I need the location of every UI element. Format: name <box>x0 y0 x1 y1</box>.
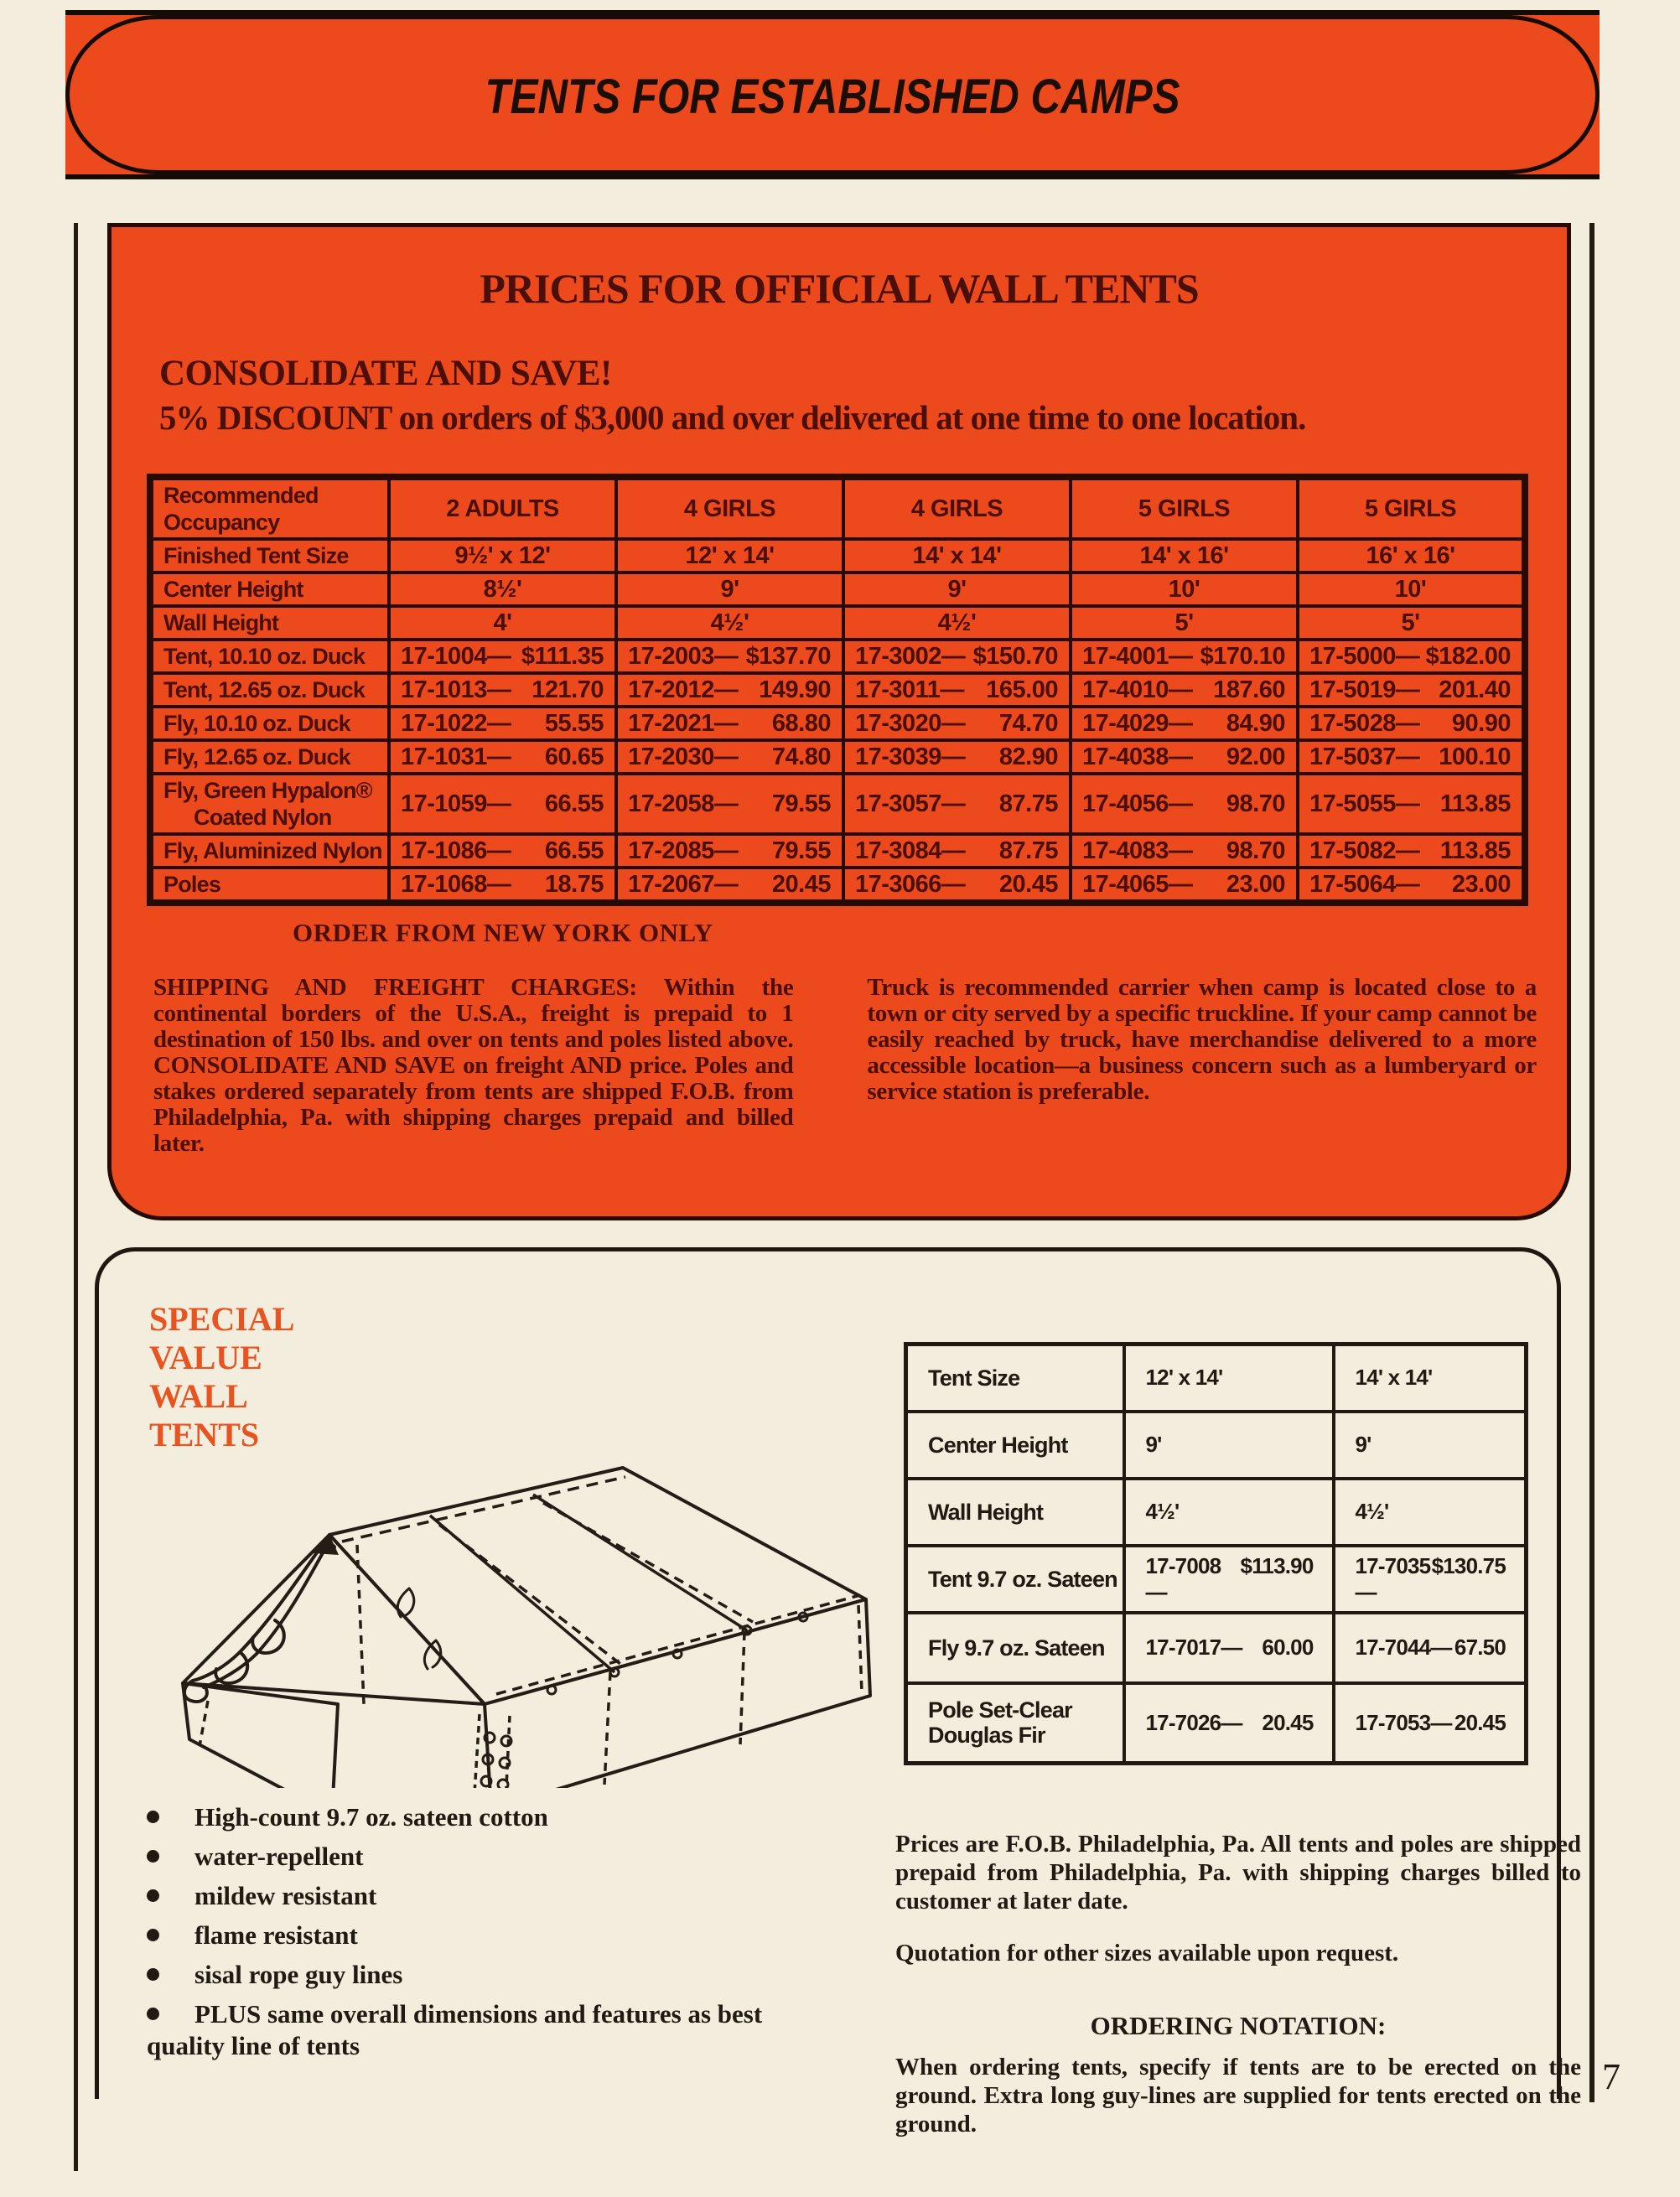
catalog-number: 17-3020— <box>855 710 966 737</box>
price-value: $150.70 <box>972 643 1058 670</box>
product-row-label: Tent, 12.65 oz. Duck <box>150 673 389 707</box>
price-value: 92.00 <box>1226 744 1285 770</box>
spec-value-cell: 14' x 14' <box>1334 1345 1527 1412</box>
price-value: 60.00 <box>1262 1635 1314 1660</box>
ordering-notation-heading: ORDERING NOTATION: <box>1090 2011 1387 2040</box>
price-cell <box>616 740 843 774</box>
feature-text: High-count 9.7 oz. sateen cotton <box>194 1802 548 1832</box>
price-cell <box>1298 834 1525 868</box>
price-cell <box>1071 740 1298 774</box>
catalog-number: 17-5082— <box>1309 837 1420 864</box>
table-row <box>906 1683 1527 1764</box>
panel-title: PRICES FOR OFFICIAL WALL TENTS <box>480 265 1199 312</box>
feature-text: PLUS same overall dimensions and features as best quality line of tents <box>147 1999 763 2060</box>
price-value: 68.80 <box>771 710 831 737</box>
shipping-freight-paragraph: SHIPPING AND FREIGHT CHARGES: Within the continental borders of the U.S.A., freight is prepaid to 1 destination of 150 lbs. and over on tents and poles listed above. CONSOLIDATE AND SAVE on freight AND price. Poles and stakes ordered separately from tents are shipped F.O.B. from Philadelphia, Pa. with shipping charges prepaid and billed later. <box>153 974 794 1157</box>
price-cell <box>1071 834 1298 868</box>
catalog-number: 17-5028— <box>1309 710 1420 737</box>
price-value: $182.00 <box>1425 643 1511 670</box>
price-cell <box>389 707 616 740</box>
price-value: 121.70 <box>531 676 604 703</box>
catalog-number: 17-1086— <box>401 837 511 864</box>
catalog-number: 17-4029— <box>1082 710 1193 737</box>
occupancy-header-cell: 2 ADULTS <box>389 477 616 539</box>
catalog-number: 17-5037— <box>1309 744 1420 770</box>
price-cell <box>389 868 616 903</box>
price-cell <box>1124 1613 1334 1683</box>
spec-table-body <box>906 1345 1527 1764</box>
price-value: 113.85 <box>1439 837 1511 864</box>
price-cell <box>1298 868 1525 903</box>
price-value: 149.90 <box>759 676 831 703</box>
price-cell <box>1124 1683 1334 1764</box>
spec-row-label: Wall Height <box>150 606 389 640</box>
spec-row-label: Pole Set-Clear Douglas Fir <box>906 1683 1124 1764</box>
bullet-icon <box>147 1968 159 1981</box>
spec-value-cell: 8½' <box>389 573 616 606</box>
price-value: 23.00 <box>1226 871 1285 898</box>
heading-line: SPECIAL <box>149 1300 295 1338</box>
product-row-label: Poles <box>150 868 389 903</box>
catalog-number: 17-1031— <box>401 744 511 770</box>
catalog-number: 17-3066— <box>855 871 966 898</box>
catalog-number: 17-1059— <box>401 790 511 817</box>
feature-list <box>147 1801 837 2070</box>
catalog-number: 17-5055— <box>1309 790 1420 817</box>
price-value: 98.70 <box>1226 790 1285 817</box>
heading-line: WALL <box>149 1377 248 1415</box>
price-cell <box>1298 774 1525 834</box>
catalog-number: 17-3084— <box>855 837 966 864</box>
product-row-label: Fly, Green Hypalon® Coated Nylon <box>150 774 389 834</box>
shipping-info <box>153 975 1537 1157</box>
spec-value-cell: 5' <box>1298 606 1525 640</box>
spec-value-cell: 9' <box>1334 1412 1527 1479</box>
price-table-body <box>150 477 1525 903</box>
feature-item <box>147 1880 837 1912</box>
spec-value-cell: 14' x 14' <box>843 539 1071 573</box>
price-cell <box>843 774 1071 834</box>
consolidate-headline: CONSOLIDATE AND SAVE! <box>159 354 612 393</box>
ordering-notes <box>895 1830 1581 2138</box>
occupancy-header-cell: 5 GIRLS <box>1298 477 1525 539</box>
spec-row-label: Center Height <box>906 1412 1124 1479</box>
left-page-rule <box>74 223 78 2171</box>
right-page-rule <box>1589 223 1594 2102</box>
spec-value-cell: 4½' <box>843 606 1071 640</box>
spec-value-cell: 16' x 16' <box>1298 539 1525 573</box>
table-row <box>150 573 1525 606</box>
price-value: $170.10 <box>1200 643 1285 670</box>
table-row <box>150 774 1525 834</box>
table-row <box>150 740 1525 774</box>
feature-text: sisal rope guy lines <box>194 1960 403 1989</box>
bullet-icon <box>147 1889 159 1902</box>
price-value: 66.55 <box>544 790 604 817</box>
spec-row-label: Fly 9.7 oz. Sateen <box>906 1613 1124 1683</box>
price-cell <box>843 673 1071 707</box>
feature-item <box>147 1841 837 1873</box>
spec-value-cell: 4' <box>389 606 616 640</box>
price-value: 18.75 <box>544 871 604 898</box>
price-value: 55.55 <box>544 710 604 737</box>
price-cell <box>843 868 1071 903</box>
catalog-number: 17-4065— <box>1082 871 1193 898</box>
spec-row-label: Center Height <box>150 573 389 606</box>
spec-value-cell: 12' x 14' <box>616 539 843 573</box>
table-row <box>906 1613 1527 1683</box>
price-value: 90.90 <box>1451 710 1511 737</box>
feature-item <box>147 1920 837 1951</box>
spec-row-label: Wall Height <box>906 1479 1124 1546</box>
catalog-number: 17-2003— <box>628 643 739 670</box>
price-value: 100.10 <box>1439 744 1511 770</box>
occupancy-header-cell: 4 GIRLS <box>843 477 1071 539</box>
occupancy-row-label: Recommended Occupancy <box>150 477 389 539</box>
price-value: 84.90 <box>1226 710 1285 737</box>
catalog-number: 17-2085— <box>628 837 739 864</box>
price-cell <box>1298 640 1525 673</box>
spec-value-cell: 4½' <box>1334 1479 1527 1546</box>
catalog-number: 17-7026— <box>1145 1709 1242 1735</box>
catalog-number: 17-3002— <box>855 643 966 670</box>
spec-value-cell: 10' <box>1071 573 1298 606</box>
spec-value-cell: 14' x 16' <box>1071 539 1298 573</box>
feature-text: mildew resistant <box>194 1881 377 1910</box>
special-value-panel <box>95 1247 1581 2137</box>
price-value: 79.55 <box>771 790 831 817</box>
catalog-number: 17-1004— <box>401 643 511 670</box>
feature-item <box>147 1959 837 1991</box>
price-value: 165.00 <box>986 676 1058 703</box>
price-cell <box>616 774 843 834</box>
product-row-label: Fly, 12.65 oz. Duck <box>150 740 389 774</box>
price-value: $111.35 <box>521 643 604 670</box>
price-value: $130.75 <box>1431 1552 1506 1578</box>
ordering-notation-paragraph: When ordering tents, specify if tents are to be erected on the ground. Extra long guy-lines are supplied for tents erected on the ground. <box>895 2054 1581 2137</box>
catalog-number: 17-1013— <box>401 676 511 703</box>
quotation-paragraph: Quotation for other sizes available upon request. <box>895 1940 1399 1966</box>
spec-value-cell: 12' x 14' <box>1124 1345 1334 1412</box>
bullet-icon <box>147 1811 159 1823</box>
catalog-number: 17-7053— <box>1355 1709 1452 1735</box>
feature-item <box>147 1801 837 1833</box>
table-row <box>150 834 1525 868</box>
price-value: 113.85 <box>1439 790 1511 817</box>
catalog-number: 17-5000— <box>1309 643 1420 670</box>
price-value: 60.65 <box>544 744 604 770</box>
price-cell <box>1071 707 1298 740</box>
catalog-number: 17-5064— <box>1309 871 1420 898</box>
special-value-spec-table <box>904 1342 1528 1765</box>
price-value: 98.70 <box>1226 837 1285 864</box>
price-value: 20.45 <box>998 871 1058 898</box>
catalog-number: 17-7035— <box>1355 1552 1431 1604</box>
catalog-number: 17-2021— <box>628 710 739 737</box>
product-row-label: Fly, 10.10 oz. Duck <box>150 707 389 740</box>
price-cell <box>843 834 1071 868</box>
price-value: 23.00 <box>1451 871 1511 898</box>
price-cell <box>616 707 843 740</box>
bullet-icon <box>147 2008 159 2020</box>
catalog-number: 17-2058— <box>628 790 739 817</box>
feature-text: water-repellent <box>194 1842 364 1871</box>
table-row <box>906 1345 1527 1412</box>
feature-text: flame resistant <box>194 1920 358 1950</box>
table-row <box>906 1546 1527 1613</box>
catalog-number: 17-3057— <box>855 790 966 817</box>
price-value: 20.45 <box>1454 1709 1506 1735</box>
price-value: 79.55 <box>771 837 831 864</box>
heading-line: TENTS <box>149 1416 260 1453</box>
spec-value-cell: 10' <box>1298 573 1525 606</box>
price-value: 187.60 <box>1213 676 1285 703</box>
table-row <box>150 868 1525 903</box>
heading-line: VALUE <box>149 1339 262 1376</box>
feature-item <box>147 1998 837 2062</box>
price-cell <box>1298 673 1525 707</box>
table-row <box>150 640 1525 673</box>
price-cell <box>1334 1546 1527 1613</box>
catalog-number: 17-4001— <box>1082 643 1193 670</box>
price-cell <box>616 868 843 903</box>
price-value: $113.90 <box>1240 1552 1314 1578</box>
bullet-icon <box>147 1850 159 1863</box>
spec-row-label: Tent Size <box>906 1345 1124 1412</box>
price-value: 67.50 <box>1454 1635 1506 1660</box>
table-row <box>150 606 1525 640</box>
table-row <box>906 1412 1527 1479</box>
catalog-number: 17-4038— <box>1082 744 1193 770</box>
bullet-icon <box>147 1929 159 1941</box>
price-cell <box>1071 774 1298 834</box>
price-cell <box>616 834 843 868</box>
price-cell <box>1298 707 1525 740</box>
catalog-number: 17-2012— <box>628 676 739 703</box>
price-cell <box>1334 1613 1527 1683</box>
price-value: 74.80 <box>771 744 831 770</box>
price-value: 74.70 <box>998 710 1058 737</box>
price-cell <box>389 640 616 673</box>
page-number: 7 <box>1602 2056 1620 2097</box>
catalog-number: 17-1022— <box>401 710 511 737</box>
table-row <box>906 1479 1527 1546</box>
catalog-number: 17-7044— <box>1355 1635 1452 1660</box>
price-cell <box>1071 640 1298 673</box>
occupancy-header-cell: 4 GIRLS <box>616 477 843 539</box>
spec-value-cell: 9½' x 12' <box>389 539 616 573</box>
catalog-number: 17-4083— <box>1082 837 1193 864</box>
price-value: 20.45 <box>771 871 831 898</box>
price-value: 87.75 <box>998 790 1058 817</box>
spec-value-cell: 9' <box>843 573 1071 606</box>
catalog-number: 17-1068— <box>401 871 511 898</box>
table-row <box>150 477 1525 539</box>
price-cell <box>389 834 616 868</box>
catalog-number: 17-4010— <box>1082 676 1193 703</box>
special-value-heading <box>149 1300 294 1454</box>
spec-value-cell: 5' <box>1071 606 1298 640</box>
page-title: TENTS FOR ESTABLISHED CAMPS <box>485 70 1180 124</box>
table-row <box>150 673 1525 707</box>
price-value: 66.55 <box>544 837 604 864</box>
catalog-number: 17-5019— <box>1309 676 1420 703</box>
fob-paragraph: Prices are F.O.B. Philadelphia, Pa. All tents and poles are shipped prepaid from Philadelphia, Pa. with shipping charges billed to customer at later date. <box>895 1831 1581 1915</box>
spec-value-cell: 4½' <box>1124 1479 1334 1546</box>
page-banner <box>65 10 1600 179</box>
spec-value-cell: 9' <box>616 573 843 606</box>
price-value: 87.75 <box>998 837 1058 864</box>
order-from-note: ORDER FROM NEW YORK ONLY <box>293 918 713 947</box>
price-cell <box>1071 868 1298 903</box>
price-cell <box>843 740 1071 774</box>
price-cell <box>389 740 616 774</box>
occupancy-header-cell: 5 GIRLS <box>1071 477 1298 539</box>
price-cell <box>389 673 616 707</box>
spec-row-label: Tent 9.7 oz. Sateen <box>906 1546 1124 1613</box>
wall-tent-price-table <box>147 474 1528 906</box>
price-cell <box>616 640 843 673</box>
product-row-label: Tent, 10.10 oz. Duck <box>150 640 389 673</box>
price-cell <box>843 707 1071 740</box>
discount-headline: 5% DISCOUNT on orders of $3,000 and over delivered at one time to one location. <box>159 398 1306 437</box>
price-value: 201.40 <box>1439 676 1511 703</box>
price-value: 82.90 <box>998 744 1058 770</box>
price-value: 20.45 <box>1262 1709 1314 1735</box>
price-cell <box>1124 1546 1334 1613</box>
table-row <box>150 707 1525 740</box>
catalog-number: 17-2067— <box>628 871 739 898</box>
price-cell <box>1298 740 1525 774</box>
spec-value-cell: 9' <box>1124 1412 1334 1479</box>
catalog-number: 17-4056— <box>1082 790 1193 817</box>
price-cell <box>843 640 1071 673</box>
catalog-number: 17-7008— <box>1145 1552 1221 1604</box>
price-cell <box>1334 1683 1527 1764</box>
catalog-number: 17-7017— <box>1145 1635 1242 1660</box>
product-row-label: Fly, Aluminized Nylon <box>150 834 389 868</box>
spec-value-cell: 4½' <box>616 606 843 640</box>
spec-row-label: Finished Tent Size <box>150 539 389 573</box>
table-row <box>150 539 1525 573</box>
catalog-number: 17-3011— <box>855 676 964 703</box>
price-cell <box>389 774 616 834</box>
wall-tent-illustration <box>158 1453 879 1788</box>
catalog-number: 17-3039— <box>855 744 966 770</box>
catalog-number: 17-2030— <box>628 744 739 770</box>
truck-carrier-paragraph: Truck is recommended carrier when camp is located close to a town or city served by a specific truckline. If your camp cannot be easily reached by truck, have merchandise delivered to a more accessible location—a business concern such as a lumberyard or service station is preferable. <box>867 974 1537 1105</box>
price-value: $137.70 <box>745 643 831 670</box>
price-cell <box>1071 673 1298 707</box>
official-prices-panel <box>107 223 1571 1220</box>
price-cell <box>616 673 843 707</box>
